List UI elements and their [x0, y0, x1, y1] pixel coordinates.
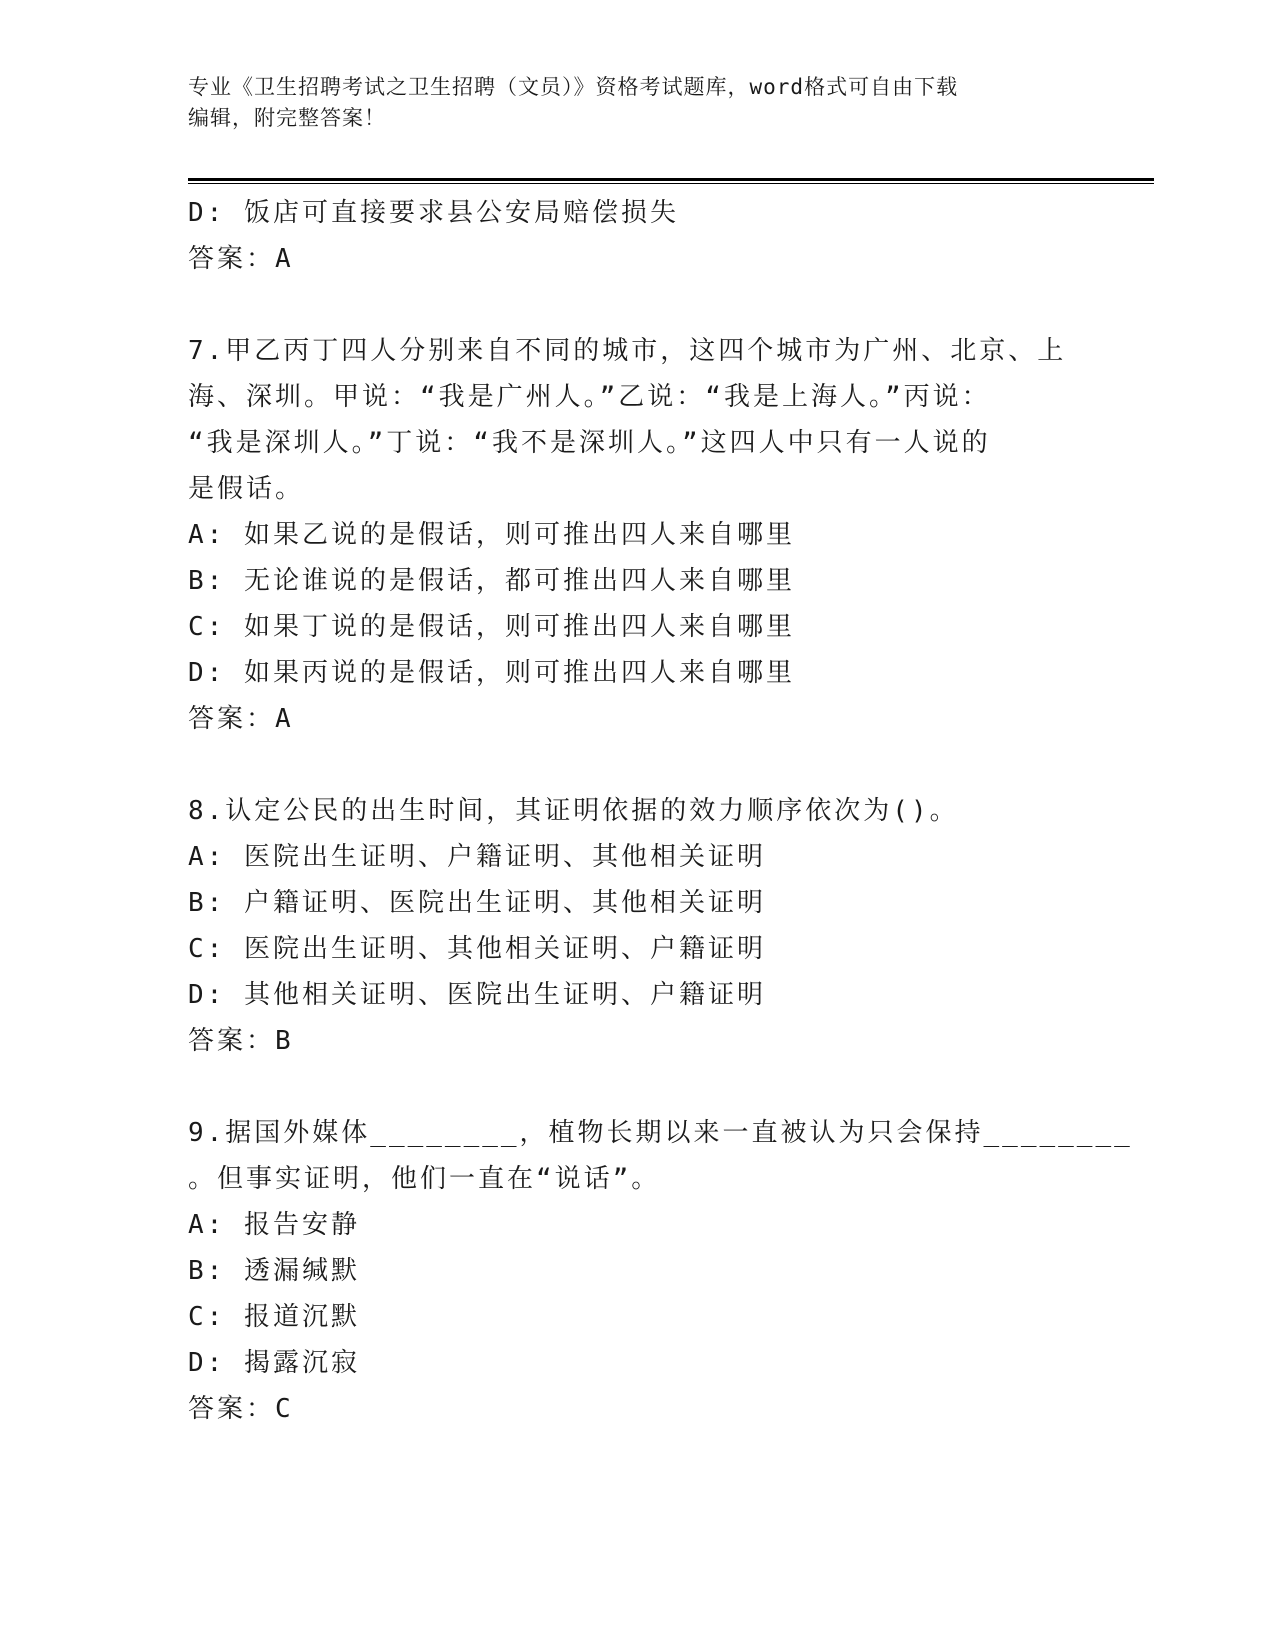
- header-line-2: 编辑，附完整答案！: [188, 106, 386, 130]
- question-8-option-b: B: 户籍证明、医院出生证明、其他相关证明: [188, 888, 766, 918]
- question-8-option-c: C: 医院出生证明、其他相关证明、户籍证明: [188, 934, 766, 964]
- question-content: [188, 190, 1133, 1432]
- question-7-stem-line-1: 7.甲乙丙丁四人分别来自不同的城市，这四个城市为广州、北京、上: [188, 336, 1067, 366]
- question-7-answer: 答案：A: [188, 704, 294, 734]
- spacer: [188, 1064, 1088, 1110]
- question-8: [188, 788, 1088, 1064]
- spacer: [188, 282, 1088, 328]
- question-7-stem-line-2: 海、深圳。甲说：“我是广州人。”乙说：“我是上海人。”丙说：: [188, 382, 991, 412]
- question-7-stem-line-3: “我是深圳人。”丁说：“我不是深圳人。”这四人中只有一人说的: [188, 428, 991, 458]
- document-header: [188, 72, 1068, 134]
- header-divider-thick: [188, 178, 1154, 181]
- question-8-option-d: D: 其他相关证明、医院出生证明、户籍证明: [188, 980, 766, 1010]
- question-7-option-b: B: 无论谁说的是假话，都可推出四人来自哪里: [188, 566, 795, 596]
- header-line-1: 专业《卫生招聘考试之卫生招聘（文员）》资格考试题库，word格式可自由下载: [188, 75, 959, 99]
- question-8-option-a: A: 医院出生证明、户籍证明、其他相关证明: [188, 842, 766, 872]
- question-9-option-c: C: 报道沉默: [188, 1302, 360, 1332]
- question-9-option-d: D: 揭露沉寂: [188, 1348, 360, 1378]
- question-7-option-c: C: 如果丁说的是假话，则可推出四人来自哪里: [188, 612, 795, 642]
- question-9-stem-line-2: 。但事实证明，他们一直在“说话”。: [188, 1164, 661, 1194]
- question-9-option-a: A: 报告安静: [188, 1210, 360, 1240]
- question-9-answer: 答案：C: [188, 1394, 294, 1424]
- header-divider-thin: [188, 183, 1154, 184]
- spacer: [188, 742, 1088, 788]
- previous-question-option-d: D: 饭店可直接要求县公安局赔偿损失: [188, 198, 679, 228]
- question-9-stem-line-1: 9.据国外媒体________，植物长期以来一直被认为只会保持________: [188, 1118, 1133, 1148]
- question-8-stem-line-1: 8.认定公民的出生时间，其证明依据的效力顺序依次为()。: [188, 796, 959, 826]
- question-7-option-a: A: 如果乙说的是假话，则可推出四人来自哪里: [188, 520, 795, 550]
- question-7-option-d: D: 如果丙说的是假话，则可推出四人来自哪里: [188, 658, 795, 688]
- question-9: [188, 1110, 1133, 1432]
- previous-question-answer: 答案：A: [188, 244, 294, 274]
- question-8-answer: 答案：B: [188, 1026, 294, 1056]
- question-9-option-b: B: 透漏缄默: [188, 1256, 360, 1286]
- question-7: [188, 328, 1088, 742]
- question-7-stem-line-4: 是假话。: [188, 474, 305, 504]
